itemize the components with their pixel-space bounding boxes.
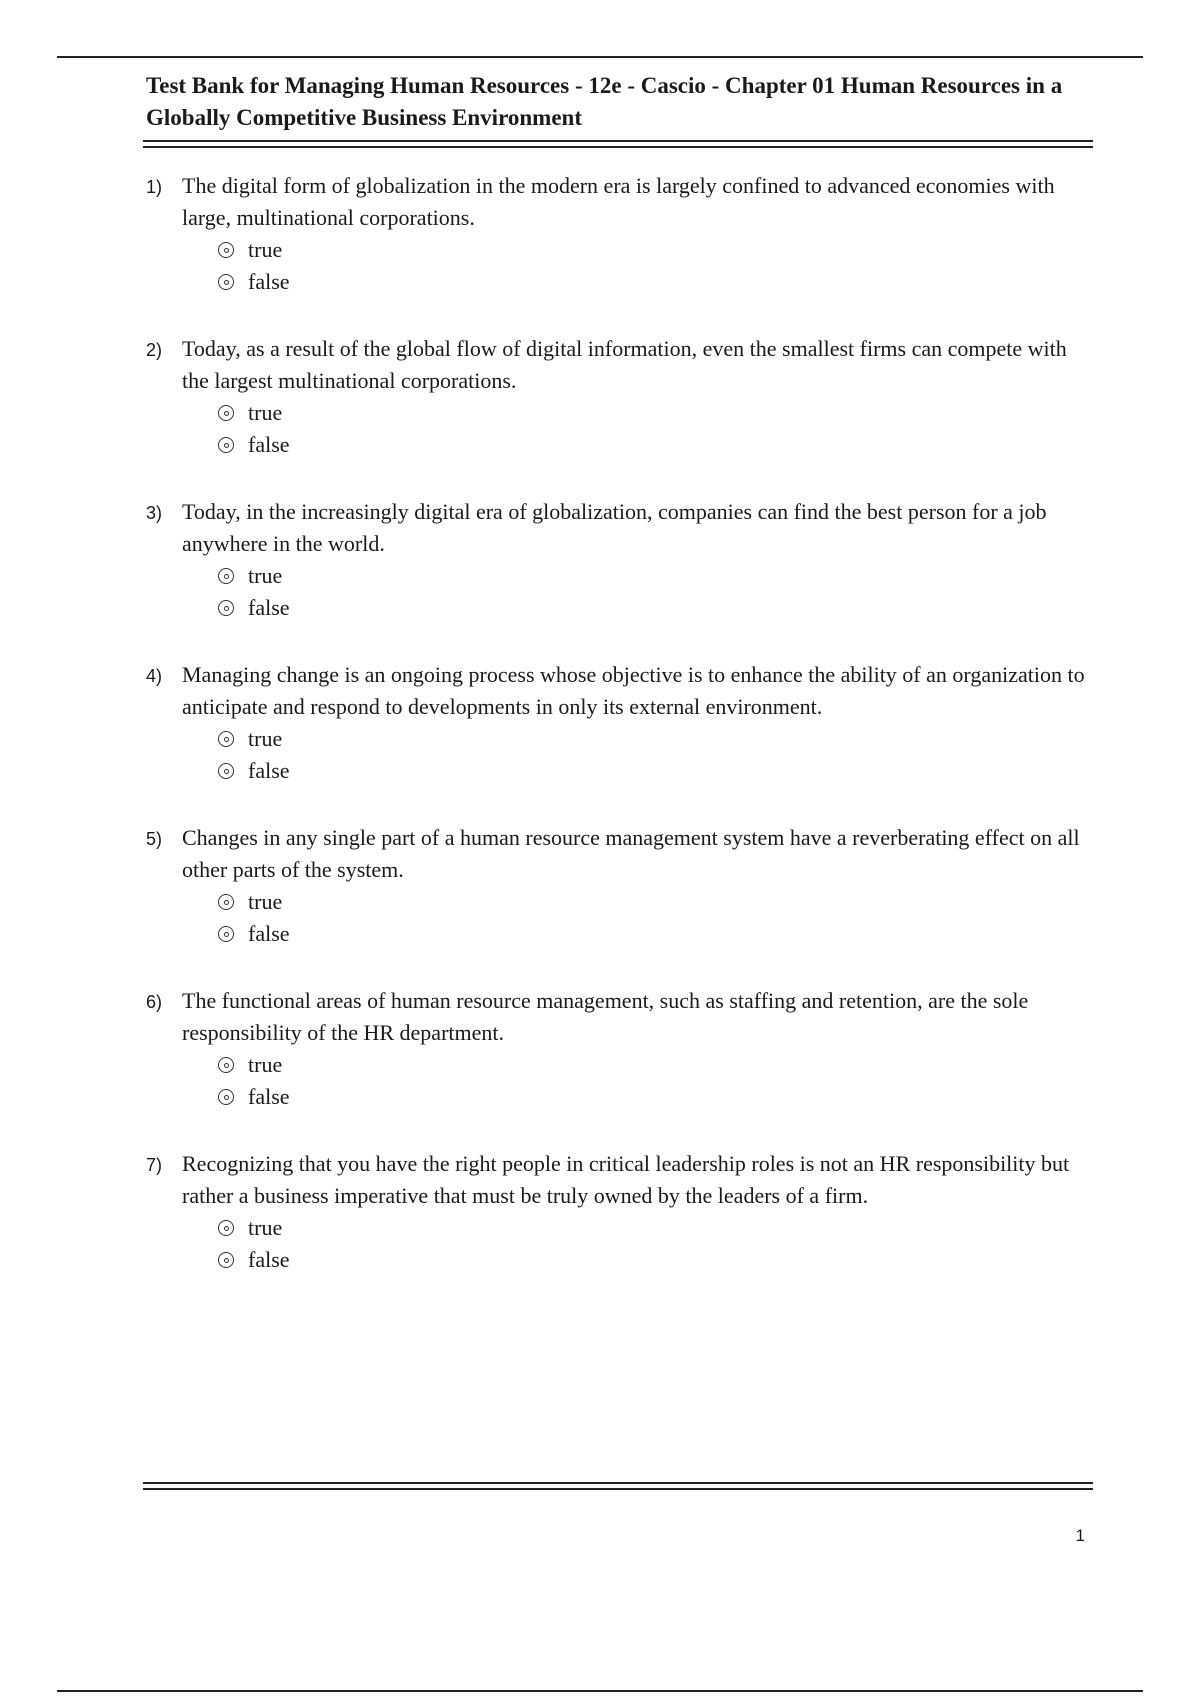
option-true[interactable]	[218, 560, 1096, 592]
question-4	[146, 659, 1096, 787]
radio-button-icon[interactable]	[218, 763, 234, 779]
option-label: true	[248, 563, 283, 588]
option-label: false	[248, 1084, 290, 1109]
option-label: true	[248, 237, 283, 262]
question-7	[146, 1148, 1096, 1276]
question-text: Today, as a result of the global flow of digital information, even the smallest firms can compete with the largest multinational corporations.	[182, 336, 1067, 393]
option-true[interactable]	[218, 397, 1096, 429]
answer-options	[218, 1049, 1096, 1113]
question-number: 5)	[146, 829, 163, 849]
page-number: 1	[1075, 1526, 1085, 1545]
question-number: 3)	[146, 503, 163, 523]
option-false[interactable]	[218, 1244, 1096, 1276]
radio-button-icon[interactable]	[218, 242, 234, 258]
option-label: false	[248, 595, 290, 620]
option-true[interactable]	[218, 1212, 1096, 1244]
answer-options	[218, 1212, 1096, 1276]
option-true[interactable]	[218, 234, 1096, 266]
option-label: true	[248, 889, 283, 914]
question-2	[146, 333, 1096, 461]
document-title: Test Bank for Managing Human Resources - 12e - Cascio - Chapter 01 Human Resources in a Globally Competitive Business Environment	[146, 73, 1063, 130]
question-5	[146, 822, 1096, 950]
question-3	[146, 496, 1096, 624]
answer-options	[218, 886, 1096, 950]
question-text: Recognizing that you have the right people in critical leadership roles is not an HR responsibility but rather a business imperative that must be truly owned by the leaders of a firm.	[182, 1151, 1070, 1208]
option-label: true	[248, 726, 283, 751]
document-header	[146, 70, 1096, 134]
option-label: true	[248, 400, 283, 425]
question-number: 4)	[146, 666, 163, 686]
question-number: 2)	[146, 340, 163, 360]
option-false[interactable]	[218, 1081, 1096, 1113]
option-label: false	[248, 758, 290, 783]
radio-button-icon[interactable]	[218, 600, 234, 616]
option-label: false	[248, 269, 290, 294]
question-6	[146, 985, 1096, 1113]
radio-button-icon[interactable]	[218, 731, 234, 747]
option-label: false	[248, 432, 290, 457]
page-top-rule	[57, 56, 1143, 58]
option-true[interactable]	[218, 723, 1096, 755]
question-1	[146, 170, 1096, 298]
page-bottom-rule	[57, 1690, 1143, 1692]
option-label: false	[248, 1247, 290, 1272]
option-false[interactable]	[218, 918, 1096, 950]
option-true[interactable]	[218, 1049, 1096, 1081]
answer-options	[218, 723, 1096, 787]
radio-button-icon[interactable]	[218, 437, 234, 453]
radio-button-icon[interactable]	[218, 926, 234, 942]
answer-options	[218, 397, 1096, 461]
question-text: Today, in the increasingly digital era of globalization, companies can find the best person for a job anywhere in the world.	[182, 499, 1047, 556]
option-true[interactable]	[218, 886, 1096, 918]
question-number: 7)	[146, 1155, 163, 1175]
radio-button-icon[interactable]	[218, 274, 234, 290]
header-double-rule	[143, 140, 1093, 148]
option-label: true	[248, 1215, 283, 1240]
question-list	[146, 170, 1096, 1311]
footer-double-rule	[143, 1482, 1093, 1490]
radio-button-icon[interactable]	[218, 405, 234, 421]
radio-button-icon[interactable]	[218, 894, 234, 910]
question-text: Managing change is an ongoing process whose objective is to enhance the ability of an organization to anticipate and respond to developments in only its external environment.	[182, 662, 1085, 719]
option-false[interactable]	[218, 266, 1096, 298]
radio-button-icon[interactable]	[218, 1089, 234, 1105]
question-text: Changes in any single part of a human resource management system have a reverberating effect on all other parts of the system.	[182, 825, 1080, 882]
question-text: The functional areas of human resource management, such as staffing and retention, are the sole responsibility of the HR department.	[182, 988, 1029, 1045]
question-number: 6)	[146, 992, 163, 1012]
option-label: false	[248, 921, 290, 946]
option-false[interactable]	[218, 592, 1096, 624]
option-false[interactable]	[218, 429, 1096, 461]
radio-button-icon[interactable]	[218, 1220, 234, 1236]
question-number: 1)	[146, 177, 163, 197]
answer-options	[218, 234, 1096, 298]
radio-button-icon[interactable]	[218, 1252, 234, 1268]
answer-options	[218, 560, 1096, 624]
radio-button-icon[interactable]	[218, 1057, 234, 1073]
option-false[interactable]	[218, 755, 1096, 787]
radio-button-icon[interactable]	[218, 568, 234, 584]
option-label: true	[248, 1052, 283, 1077]
question-text: The digital form of globalization in the modern era is largely confined to advanced economies with large, multinational corporations.	[182, 173, 1055, 230]
